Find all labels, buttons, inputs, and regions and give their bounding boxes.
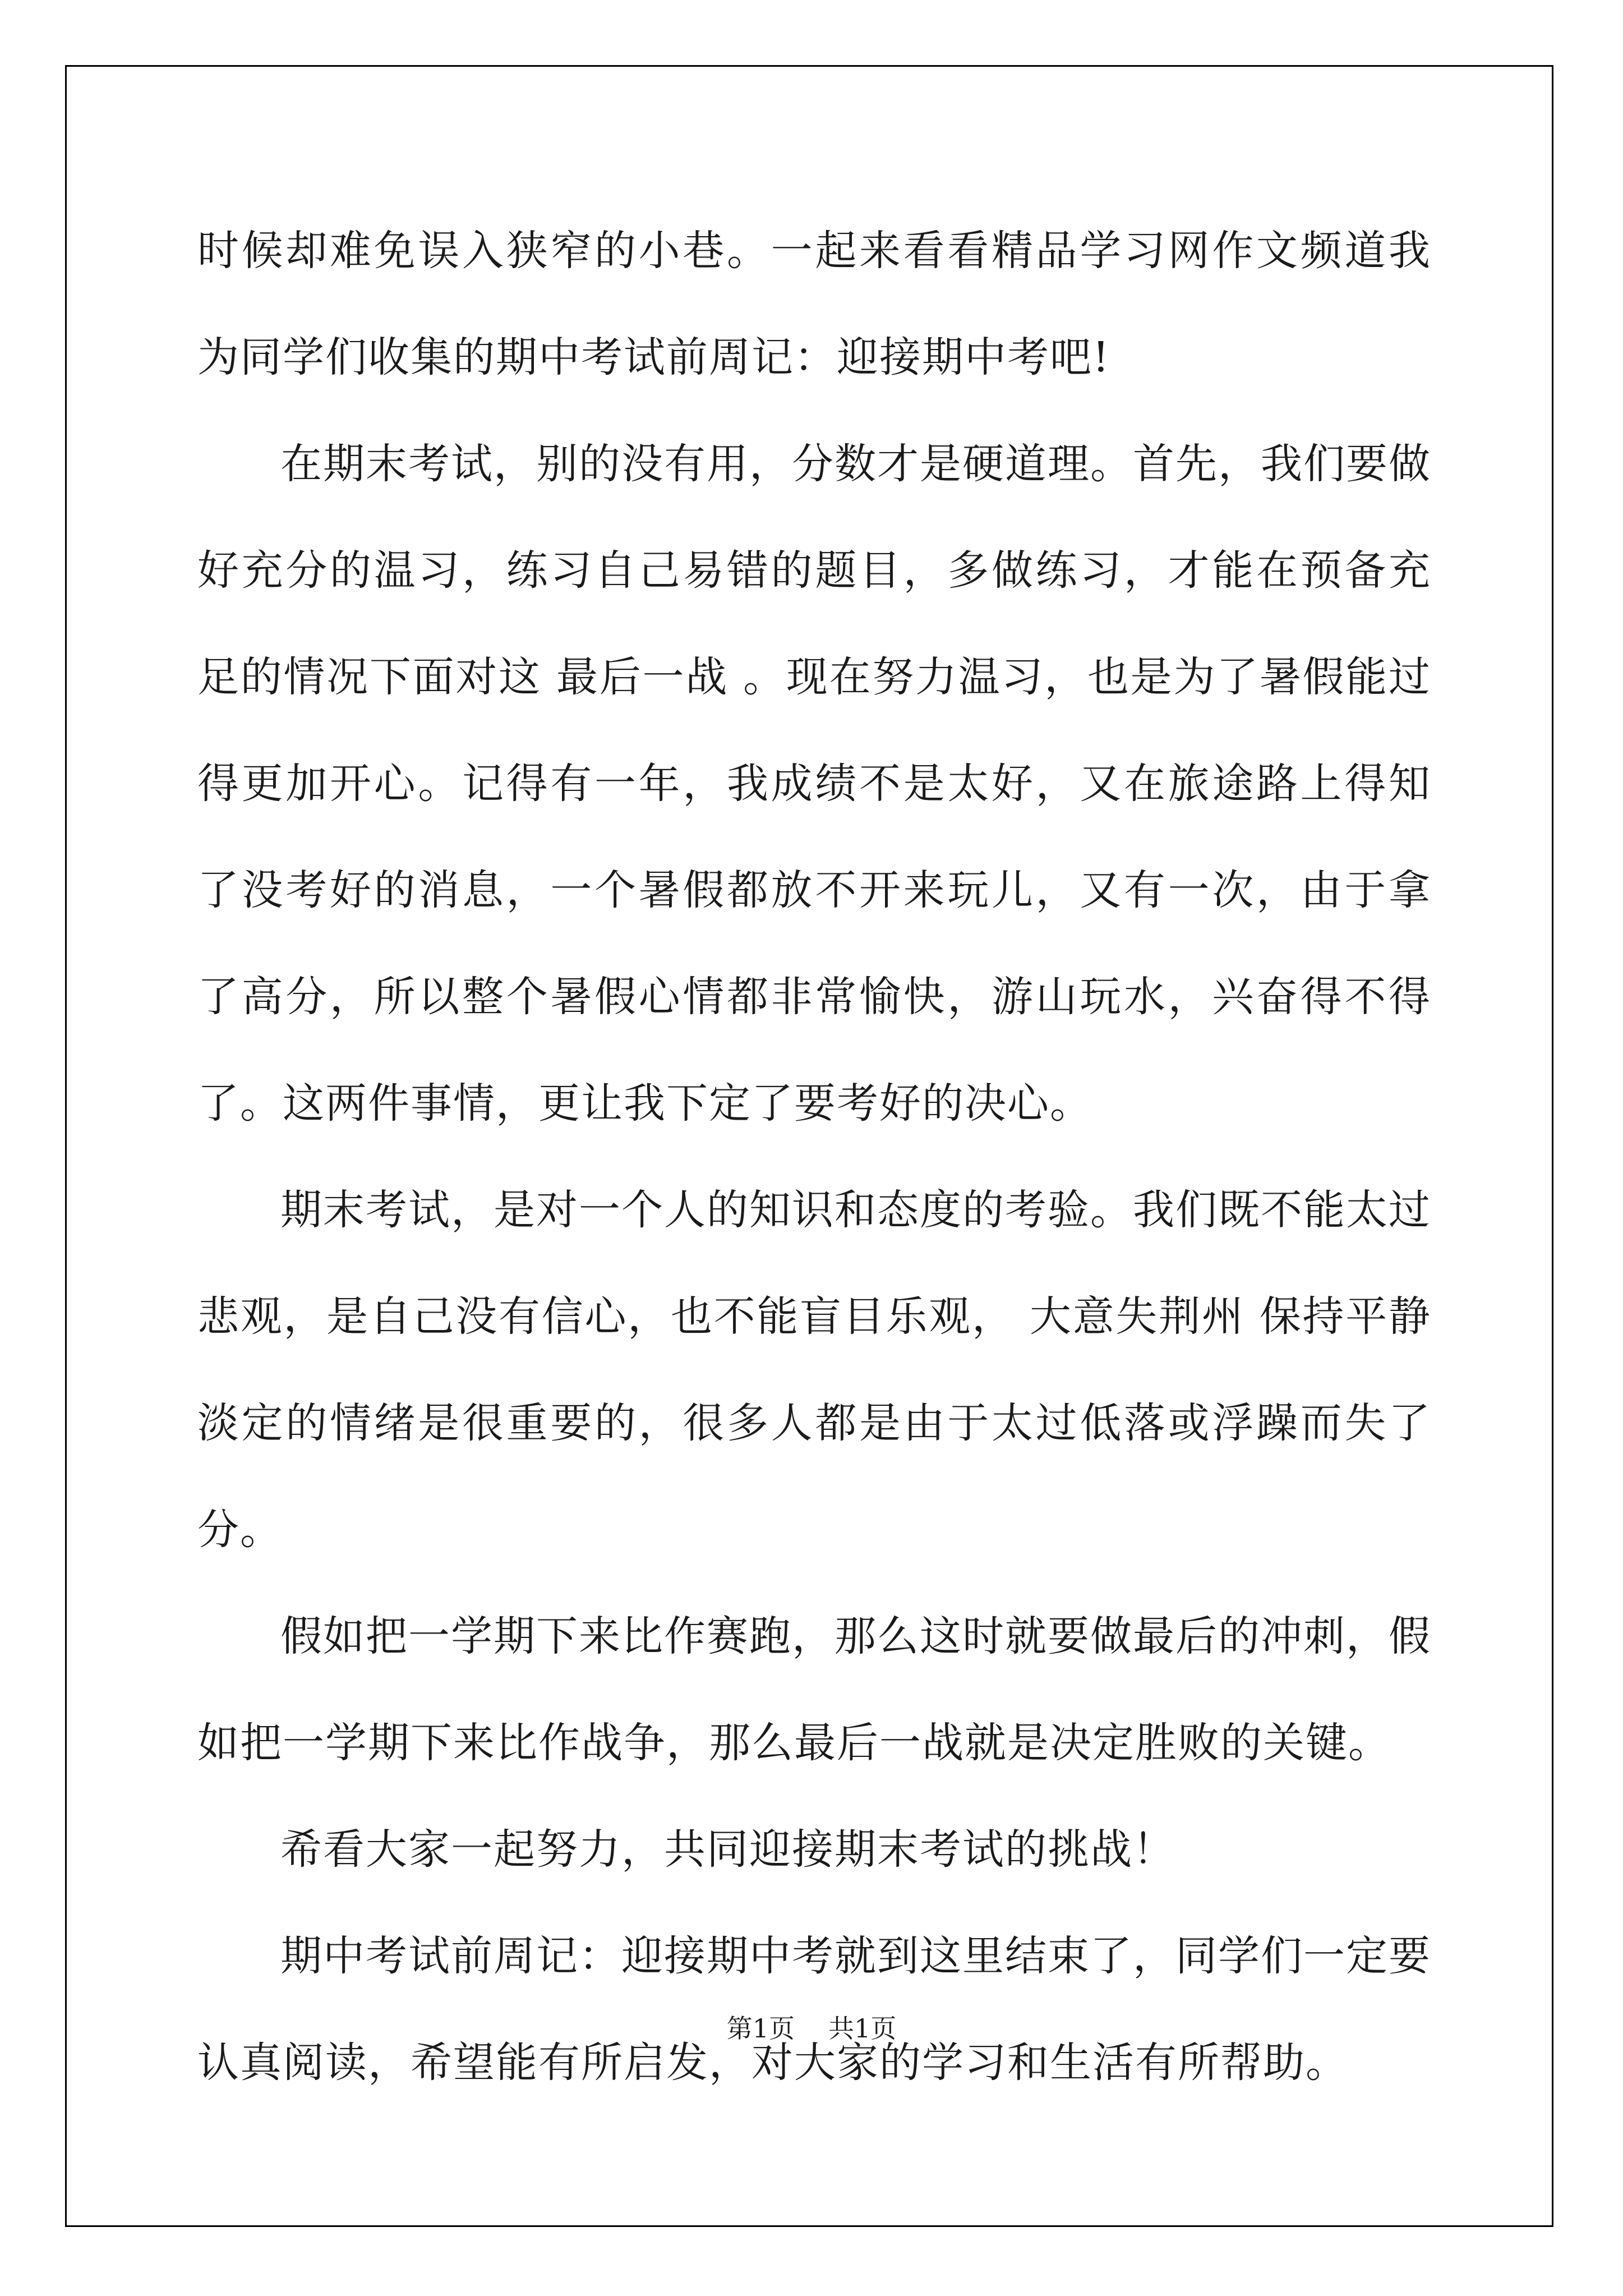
paragraph-3: 期末考试，是对一个人的知识和态度的考验。我们既不能太过悲观，是自己没有信心，也不能盲目乐观， 大意失荆州 保持平静淡定的情绪是很重要的，很多人都是由于太过低落或浮躁而失了分。: [197, 1186, 1431, 1554]
page-number-current: 第1页: [726, 2013, 795, 2044]
document-body: [197, 197, 1431, 2116]
paragraph-4: 假如把一学期下来比作赛跑，那么这时就要做最后的冲刺，假如把一学期下来比作战争，那么最后一战就是决定胜败的关键。: [197, 1612, 1431, 1767]
paragraph-1: 时候却难免误入狭窄的小巷。一起来看看精品学习网作文频道我为同学们收集的期中考试前周记：迎接期中考吧!: [197, 227, 1431, 381]
paragraph-6: 期中考试前周记：迎接期中考就到这里结束了，同学们一定要认真阅读，希望能有所启发，对大家的学习和生活有所帮助。: [197, 1932, 1431, 2087]
page-footer: [0, 2008, 1623, 2045]
page-number-total: 共1页: [828, 2013, 897, 2044]
paragraph-2: 在期末考试，别的没有用，分数才是硬道理。首先，我们要做好充分的温习，练习自己易错的题目，多做练习，才能在预备充足的情况下面对这 最后一战 。现在努力温习，也是为了暑假能过得更加开心。记得有一年，我成绩不是太好，又在旅途路上得知了没考好的消息，一个暑假都放不开来玩儿，又有一次，由于拿了高分，所以整个暑假心情都非常愉快，游山玩水，兴奋得不得了。这两件事情，更让我下定了要考好的决心。: [197, 440, 1431, 1128]
paragraph-5: 希看大家一起努力，共同迎接期末考试的挑战！: [280, 1825, 1175, 1874]
